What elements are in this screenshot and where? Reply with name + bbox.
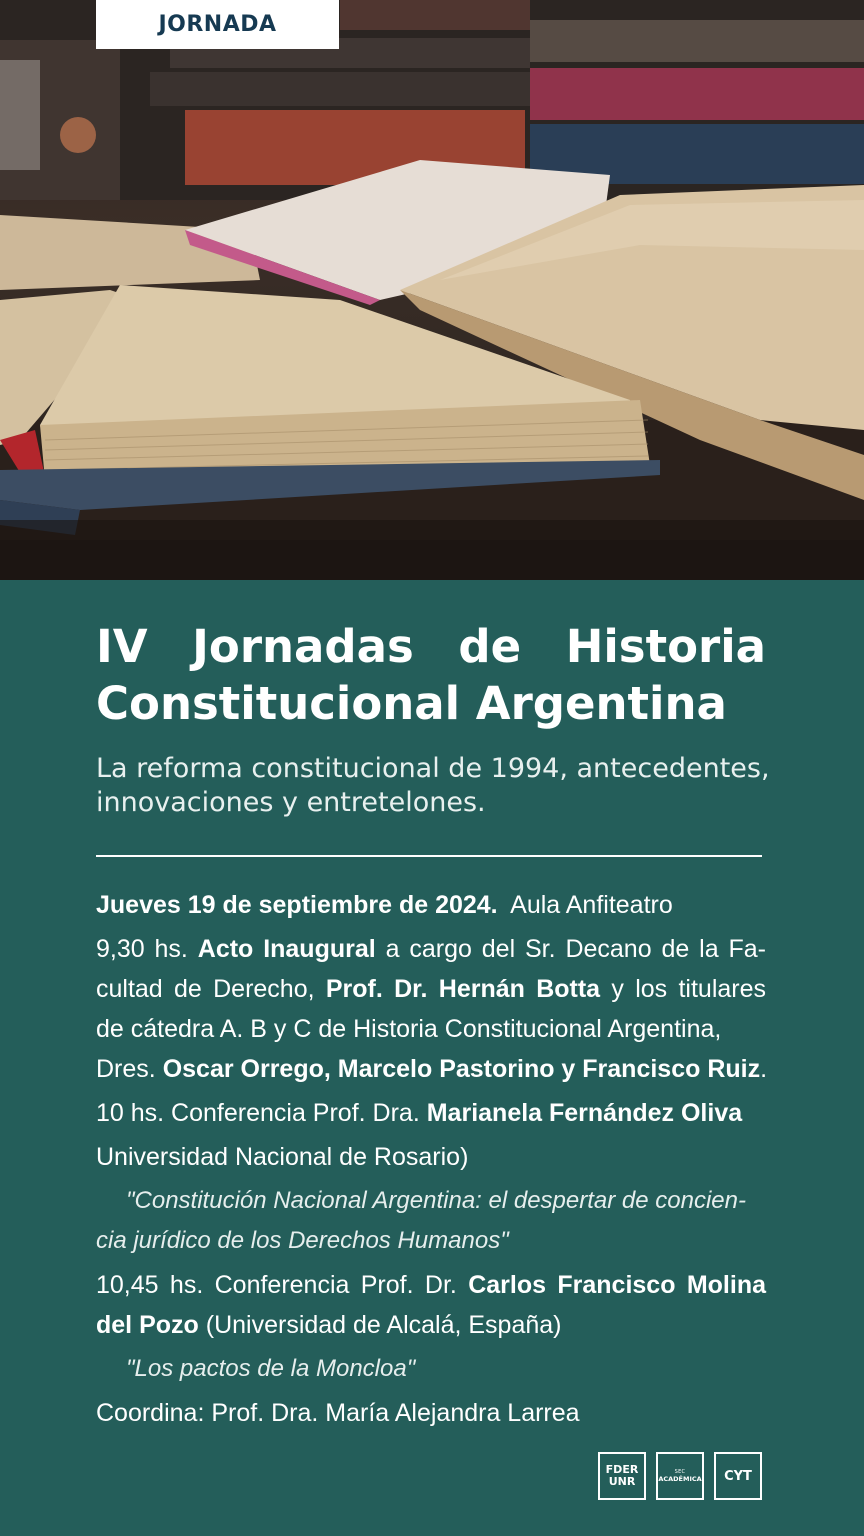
conf2-line-2 bbox=[96, 1305, 766, 1345]
inaugural-text: cultad de Derecho, bbox=[96, 975, 315, 1003]
inaugural-line-2 bbox=[96, 969, 766, 1009]
content-panel bbox=[0, 580, 864, 1536]
inaugural-line-1 bbox=[96, 929, 766, 969]
jornada-tag bbox=[96, 0, 339, 49]
logos bbox=[598, 1452, 762, 1502]
event-title-line1: IV Jornadas de Historia bbox=[96, 620, 766, 673]
cyt-logo: CYT bbox=[714, 1452, 762, 1500]
fder-unr-logo: FDER UNR bbox=[598, 1452, 646, 1500]
conf1-quote-line1: "Constitución Nacional Argentina: el despertar de concien- bbox=[126, 1187, 746, 1214]
sec-academica-logo: SEC ACADÉMICA bbox=[656, 1452, 704, 1500]
dean-name: Prof. Dr. Hernán Botta bbox=[325, 975, 601, 1003]
conf2-time: 10,45 hs. Conferencia Prof. Dr. bbox=[96, 1271, 457, 1299]
conf2-speaker: Carlos Francisco Molina bbox=[468, 1271, 766, 1299]
hero-photo-books bbox=[0, 0, 864, 580]
schedule-date-line bbox=[96, 885, 766, 925]
conf2-speaker: del Pozo bbox=[96, 1311, 199, 1339]
conf1-speaker: Marianela Fernández Oliva bbox=[426, 1099, 743, 1127]
inaugural-time: 9,30 hs. bbox=[96, 935, 188, 963]
inaugural-title: Acto Inaugural bbox=[197, 935, 376, 963]
conf1-line-1 bbox=[96, 1093, 766, 1133]
conf2-quote: "Los pactos de la Moncloa" bbox=[126, 1355, 416, 1382]
conf1-quote-line2: cia jurídico de los Derechos Humanos" bbox=[96, 1227, 509, 1254]
coordinator: Coordina: Prof. Dra. María Alejandra Larrea bbox=[96, 1399, 580, 1427]
inaugural-text: Dres. bbox=[96, 1055, 156, 1083]
books-illustration bbox=[0, 0, 864, 580]
divider bbox=[96, 855, 762, 857]
schedule bbox=[96, 885, 766, 1433]
event-venue: Aula Anfiteatro bbox=[510, 891, 673, 919]
inaugural-text: . bbox=[760, 1055, 768, 1083]
inaugural-line-4 bbox=[96, 1049, 766, 1089]
event-date: Jueves 19 de septiembre de 2024. bbox=[96, 891, 498, 919]
professor-names: Oscar Orrego, Marcelo Pastorino y Francisco Ruiz bbox=[162, 1055, 761, 1083]
conf1-time: 10 hs. Conferencia Prof. Dra. bbox=[96, 1099, 420, 1127]
conf2-line-1 bbox=[96, 1265, 766, 1305]
conf2-affiliation: (Universidad de Alcalá, España) bbox=[205, 1311, 562, 1339]
event-title-line2: Constitucional Argentina bbox=[96, 677, 727, 730]
jornada-tag-label: JORNADA bbox=[158, 12, 277, 37]
event-title bbox=[96, 618, 766, 732]
inaugural-text: y los titulares bbox=[611, 975, 767, 1003]
conf1-affiliation: Universidad Nacional de Rosario) bbox=[96, 1143, 469, 1171]
inaugural-line-3: de cátedra A. B y C de Historia Constitucional Argentina, bbox=[96, 1015, 722, 1043]
event-subtitle: La reforma constitucional de 1994, antecedentes, innovaciones y entretelones. bbox=[96, 753, 770, 818]
inaugural-text: a cargo del Sr. Decano de la Fa- bbox=[385, 935, 767, 963]
